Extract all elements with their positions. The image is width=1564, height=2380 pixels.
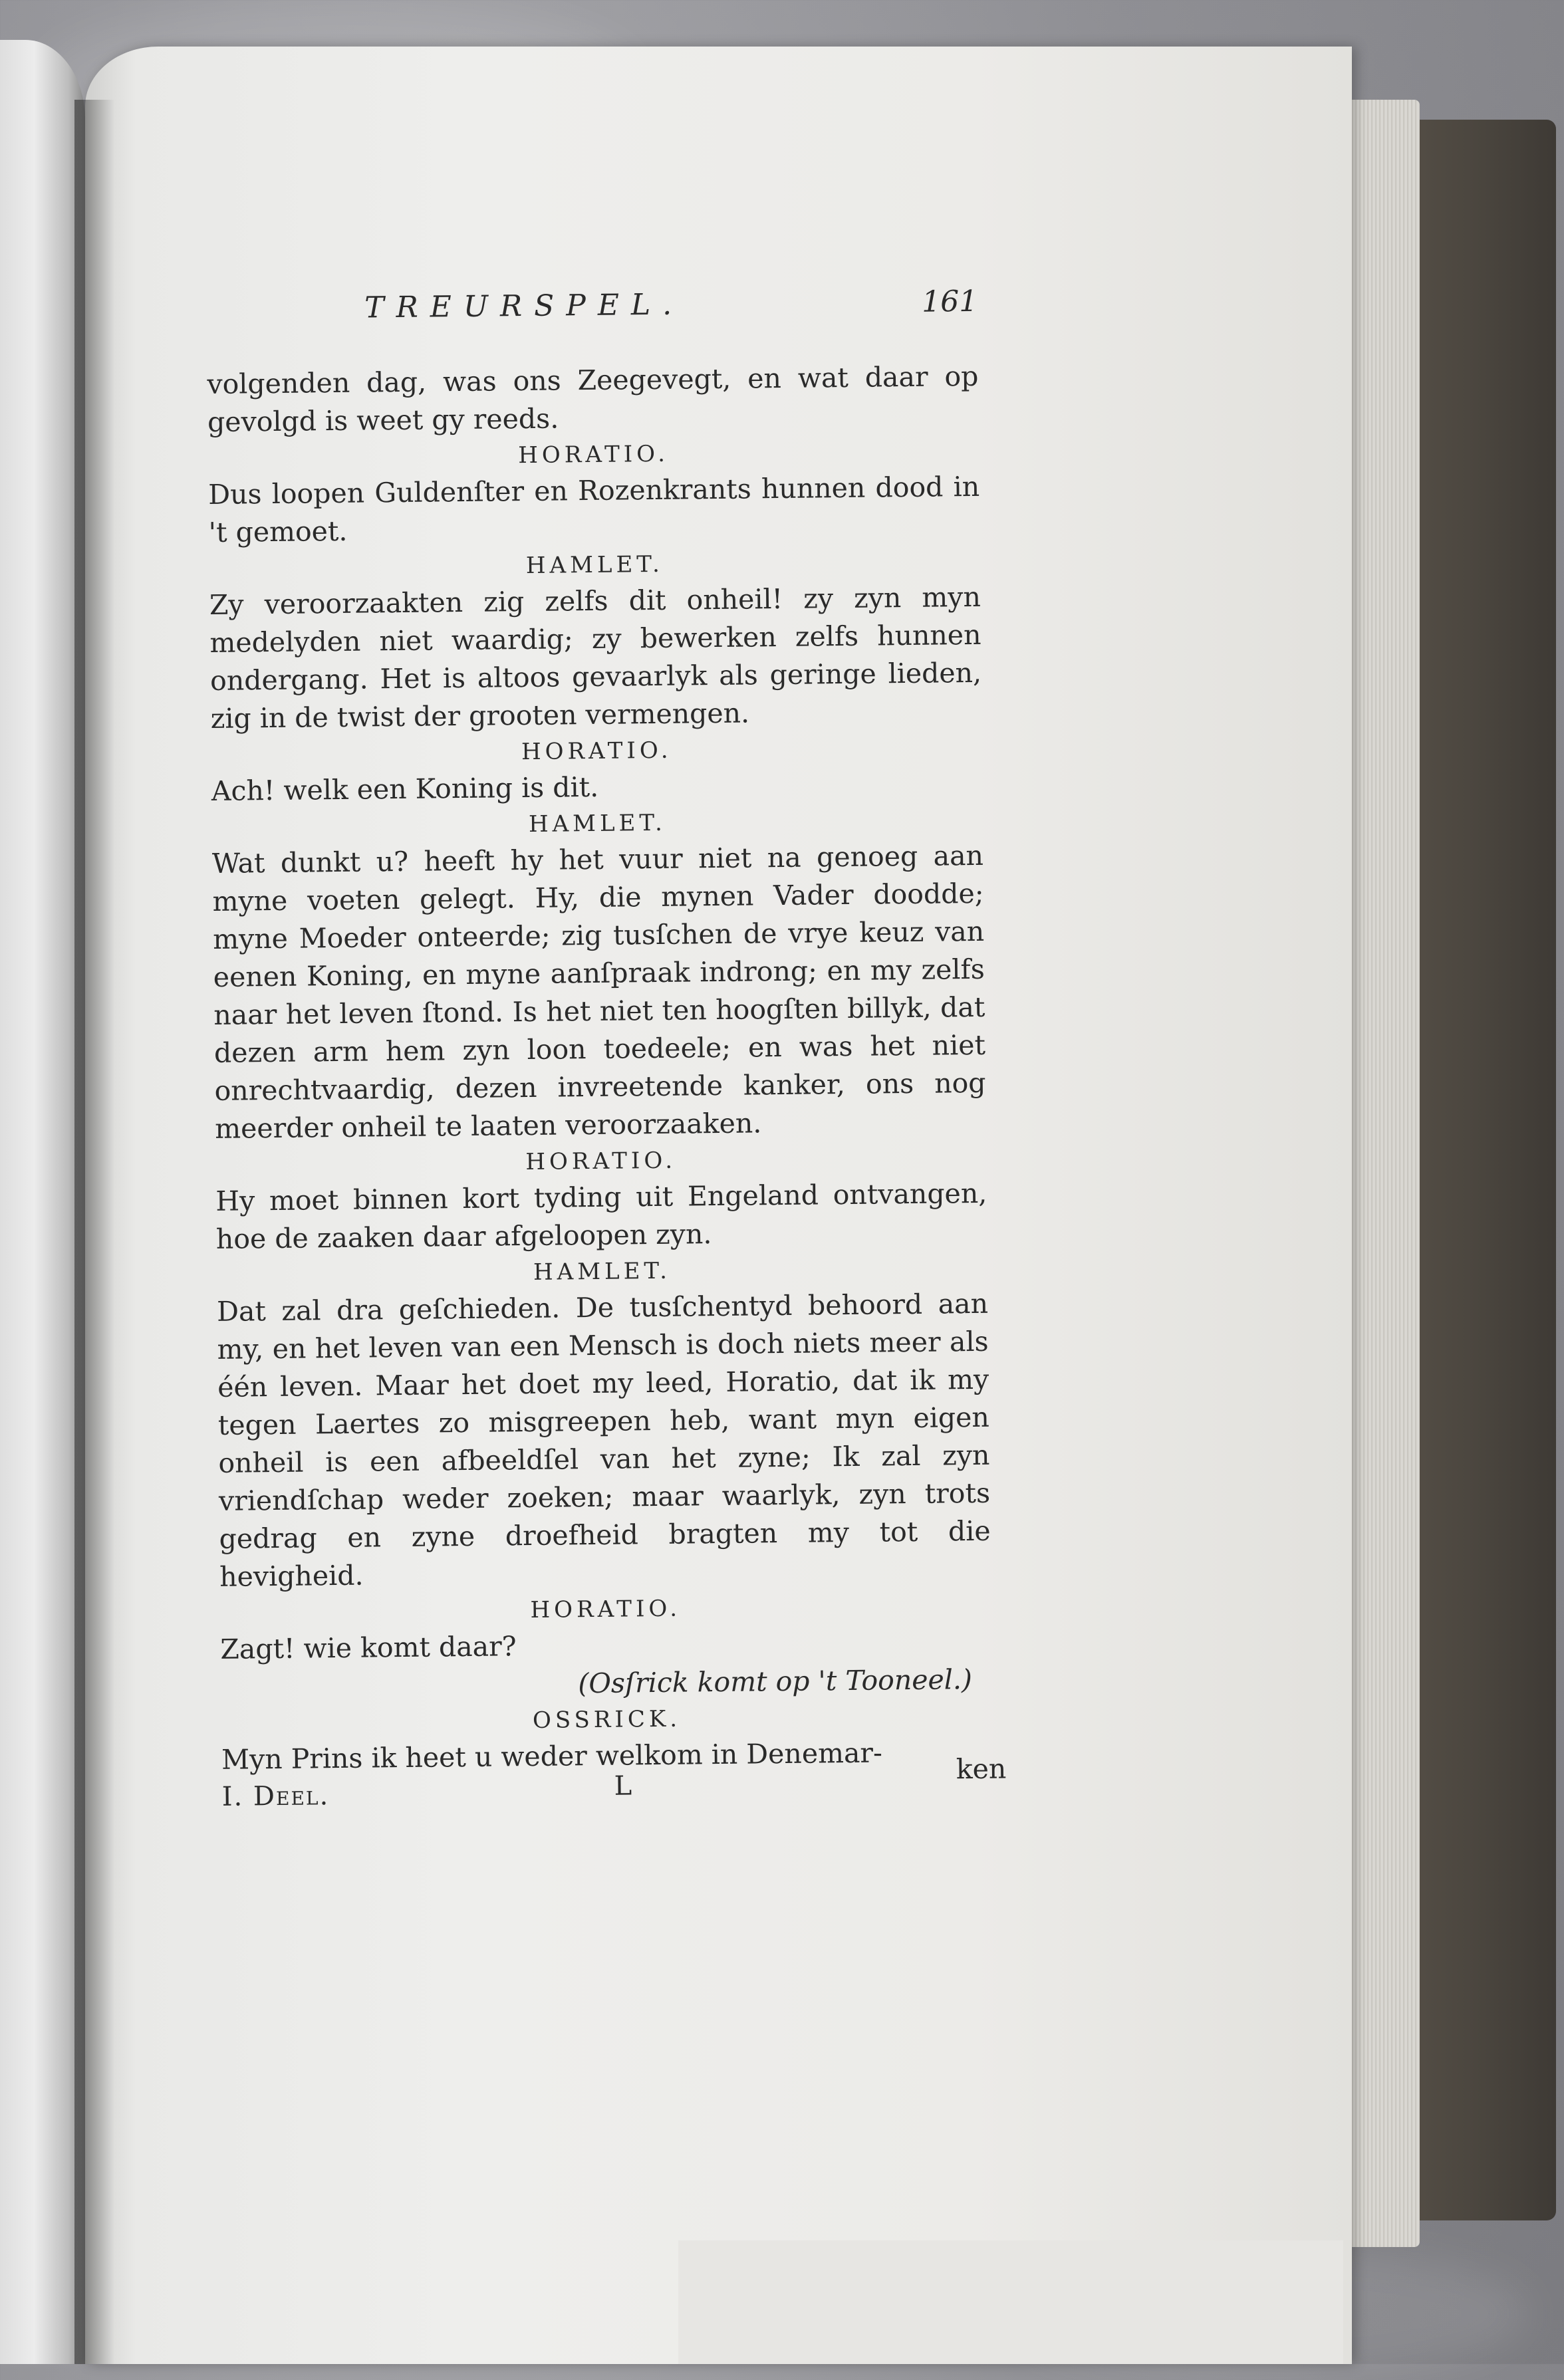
page-bottom-strip (678, 2240, 1343, 2364)
paragraph: volgenden dag, was ons Zeegevegt, en wat daar op gevolgd is weet gy reeds. (207, 360, 979, 438)
speaker-name: HAMLET. (533, 1257, 672, 1286)
speaker-name: HAMLET. (528, 809, 667, 838)
gutter-shadow (74, 100, 114, 2364)
page-number: 161 (921, 284, 978, 319)
paragraph: Zy veroorzaakten zig zelfs dit onheil! zy zyn myn medelyden niet waardig; zy bewerken zelfs hunnen ondergang. Het is altoos gevaarlyk als geringe lieden, zig in de twist der grooten vermengen. (209, 580, 982, 735)
speaker-name: HAMLET. (525, 550, 664, 579)
speaker-name: OSSRICK. (532, 1705, 682, 1734)
paragraph: Dat zal dra geſchieden. De tusſchentyd behoord aan my, en het leven van een Mensch is doch niets meer als één leven. Maar het doet my leed, Horatio, dat ik my tegen Laertes zo misgreepen heb, want myn eigen onheil is een afbeeldſel van het zyne; Ik zal zyn vriendſchap weder zoeken; maar waarlyk, zyn trots gedrag en zyne droefheid bragten my tot die hevigheid. (216, 1287, 991, 1593)
paragraph: Dus loopen Guldenſter en Rozenkrants hunnen dood in 't gemoet. (207, 470, 980, 548)
last-line-row (221, 1733, 1007, 1786)
paragraph: Wat dunkt u? heeft hy het vuur niet na genoeg aan myne voeten gelegt. Hy, die mynen Vader doodde; myne Moeder onteerde; zig tusſchen de vrye keuz van eenen Koning, en myne aanſpraak indrong; en my zelfs naar het leven ſtond. Is het niet ten hoogſten billyk, dat dezen arm hem zyn loon toedeele; en was het niet onrechtvaardig, dezen invreetende kanker, ons nog meerder onheil te laaten veroorzaaken. (211, 839, 986, 1145)
gathering-signature: L (614, 1770, 632, 1802)
paragraph: Zagt! wie komt daar? (220, 1630, 517, 1665)
speaker-name: HORATIO. (525, 1147, 677, 1176)
speaker-name: HORATIO. (521, 737, 672, 766)
facing-left-page (0, 40, 85, 2364)
catchword: ken (956, 1752, 1007, 1786)
speaker-name: HORATIO. (530, 1595, 682, 1624)
speaker-name: HORATIO. (518, 440, 670, 469)
paragraph: Hy moet binnen kort tyding uit Engeland ontvangen, hoe de zaaken daar afgeloopen zyn. (215, 1177, 987, 1255)
volume-signature: I. Deel. (221, 1780, 330, 1812)
stage-direction: (Osſrick komt op 't Tooneel.) (578, 1663, 973, 1700)
page-header (206, 285, 978, 346)
paragraph: Ach! welk een Koning is dit. (211, 771, 599, 807)
page-text-block (206, 284, 1007, 1822)
page-footer (221, 1770, 993, 1822)
running-title: TREURSPEL. (364, 287, 684, 325)
paragraph: Myn Prins ik heet u weder welkom in Denemar- (221, 1736, 883, 1776)
